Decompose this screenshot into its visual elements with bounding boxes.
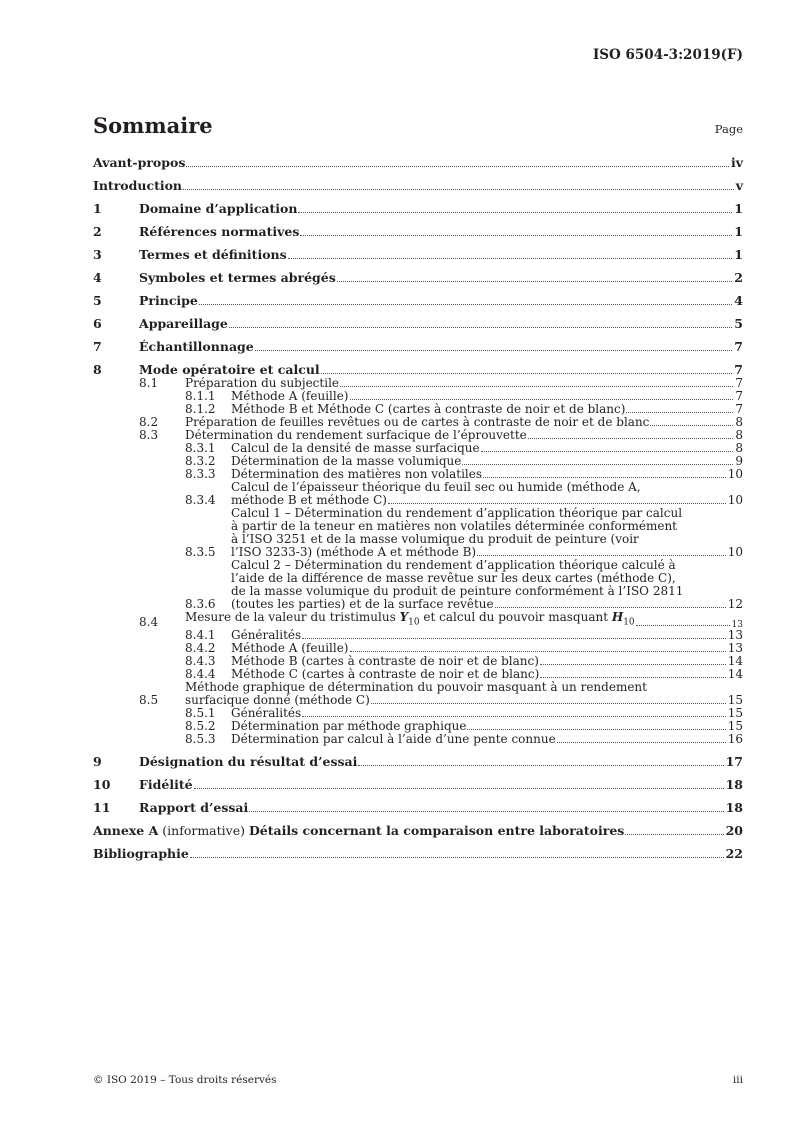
toc-leader-dots [462, 464, 733, 465]
toc-entry-number: 11 [93, 800, 111, 816]
toc-leader-dots [625, 834, 723, 835]
toc-heading [93, 113, 743, 138]
toc-entry-title: Méthode A (feuille) [231, 641, 349, 656]
toc-entry[interactable] [93, 507, 743, 559]
toc-entry[interactable] [93, 155, 743, 170]
toc-entry-page: 13 [731, 620, 743, 631]
toc-entry-number: 8.3.6 [185, 597, 216, 611]
standard-id: ISO 6504-3:2019(F) [592, 47, 743, 63]
toc-entry-title: Méthode A (feuille) [231, 389, 349, 403]
toc-entry[interactable] [93, 681, 743, 707]
toc-entry-page: iv [730, 155, 743, 170]
toc-entry-text-line: à l’ISO 3251 et de la masse volumique du produit de peinture (voir [231, 532, 639, 546]
toc-entry-page: 1 [734, 247, 743, 262]
toc-entry-number: 8.4.1 [185, 628, 216, 643]
toc-entry-page: 16 [727, 732, 743, 747]
toc-leader-dots [183, 189, 734, 190]
toc-entry-number: 8.4.4 [185, 667, 216, 682]
toc-entry-title: Préparation du subjectile [185, 376, 340, 390]
toc-entry[interactable] [93, 362, 743, 377]
toc-entry-body [139, 316, 734, 331]
toc-entry-number: 8.1.2 [185, 402, 216, 416]
annex-title: Détails concernant la comparaison entre laboratoires [248, 823, 625, 839]
toc-entry-number: 8.3.5 [185, 545, 216, 559]
toc-entry[interactable] [93, 823, 743, 838]
toc-leader-dots [481, 451, 734, 452]
toc-entry-number: 8.1 [139, 376, 159, 390]
toc-leader-dots [495, 607, 726, 608]
toc-entry-page: 13 [727, 628, 743, 643]
toc-leader-dots [229, 327, 732, 328]
toc-entry[interactable] [93, 733, 743, 746]
toc-leader-dots [540, 664, 726, 665]
toc-entry-title: Détermination par calcul à l’aide d’une pente connue [231, 732, 556, 747]
toc-entry[interactable] [93, 481, 743, 507]
page-title: Sommaire [93, 113, 213, 138]
copyright-notice: © ISO 2019 – Tous droits réservés [93, 1074, 277, 1086]
toc-entry-number: 8.3.1 [185, 441, 216, 455]
toc-entry-page: 8 [735, 415, 743, 429]
toc-leader-dots [626, 412, 733, 413]
toc-leader-dots [350, 399, 734, 400]
toc-leader-dots [340, 386, 733, 387]
toc-entry-title: Détermination du rendement surfacique de l’éprouvette [185, 428, 527, 442]
toc-entry-page: 8 [735, 441, 743, 455]
toc-entry-number: 8.5.1 [185, 706, 216, 721]
toc-leader-dots [483, 477, 726, 478]
toc-entry-title: Échantillonnage [139, 339, 254, 354]
toc-entry-text-line: Calcul 2 – Détermination du rendement d’application théorique calculé à [231, 558, 676, 572]
toc-entry-number: 9 [93, 754, 102, 770]
toc-entry-title: Rapport d’essai [139, 800, 249, 816]
toc-entry-page: 7 [735, 376, 743, 390]
toc-entry[interactable] [93, 178, 743, 193]
toc-entry[interactable] [93, 316, 743, 331]
toc-leader-dots [337, 281, 733, 282]
toc-leader-dots [557, 742, 726, 743]
toc-entry-number: 8.3 [139, 428, 159, 442]
toc-entry-number: 8.5 [139, 693, 159, 708]
title-part: Mesure de la valeur du tristimulus [185, 610, 400, 624]
toc-entry-page: 4 [734, 293, 743, 308]
toc-entry-page: 7 [734, 362, 743, 377]
toc-entry-number: 8.2 [139, 415, 159, 429]
toc-entry-title: l’ISO 3233-3) (méthode A et méthode B) [231, 545, 477, 559]
toc-entry-page: 17 [725, 754, 743, 770]
toc-leader-dots [528, 438, 734, 439]
toc-entry-title: surfacique donné (méthode C) [185, 693, 370, 708]
toc-entry-number: 10 [93, 777, 111, 793]
toc-entry-title: méthode B et méthode C) [231, 493, 387, 507]
toc-entry-body [93, 823, 726, 838]
toc-entry-text-line: à partir de la teneur en matières non volatiles déterminée conformément [231, 519, 677, 533]
toc-entry-page: 10 [727, 493, 743, 507]
toc-entry[interactable] [93, 559, 743, 611]
toc-entry-page: 13 [727, 641, 743, 656]
toc-leader-dots [388, 503, 726, 504]
toc-entry-page: 10 [727, 545, 743, 559]
toc-leader-dots [636, 625, 730, 626]
toc-entry[interactable] [93, 800, 743, 815]
toc-entry-page: 5 [734, 316, 743, 331]
toc-entry-page: 1 [734, 201, 743, 216]
toc-entry-page: 15 [727, 719, 743, 734]
toc-leader-dots [255, 350, 733, 351]
annex-type: (informative) [158, 823, 249, 839]
toc-entry-page: 2 [734, 270, 743, 285]
toc-entry-number: 8.4.3 [185, 654, 216, 669]
toc-entry-text-line: Méthode graphique de détermination du pouvoir masquant à un rendement [185, 680, 647, 695]
toc-entry[interactable] [93, 247, 743, 262]
toc-entry-title: Domaine d’application [139, 201, 298, 216]
toc-leader-dots [350, 651, 726, 652]
toc-entry-body [139, 800, 726, 815]
toc-entry-page: 20 [725, 823, 743, 839]
toc-entry-title [185, 611, 635, 629]
toc-leader-dots [194, 788, 724, 789]
toc-entry-page: 10 [727, 467, 743, 481]
toc-entry-body [139, 754, 726, 769]
toc-entry-page: 7 [735, 402, 743, 416]
toc-entry-body [185, 611, 732, 629]
toc-entry[interactable] [93, 777, 743, 792]
toc-entry-title: Références normatives [139, 224, 300, 239]
toc-entry-number: 3 [93, 247, 102, 262]
toc-entry-body [139, 270, 734, 285]
toc-entry[interactable] [93, 293, 743, 308]
symbol-y-letter: Y [399, 610, 409, 624]
toc-entry-body [139, 224, 734, 239]
toc-leader-dots [298, 212, 732, 213]
toc-entry-title: Détermination de la masse volumique [231, 454, 462, 468]
toc-leader-dots [477, 555, 726, 556]
toc-entry-number: 5 [93, 293, 102, 308]
toc-entry-page: 15 [727, 706, 743, 721]
toc-entry-title: Calcul de la densité de masse surfacique [231, 441, 480, 455]
toc-leader-dots [249, 811, 723, 812]
toc-entry-number: 4 [93, 270, 102, 285]
toc-entry-body [231, 507, 743, 559]
symbol-y [399, 610, 420, 628]
toc-entry-number: 8.3.2 [185, 454, 216, 468]
toc-entry-title: Termes et définitions [139, 247, 287, 262]
toc-entry-body [139, 777, 726, 792]
title-part: et calcul du pouvoir masquant [419, 610, 612, 624]
toc-entry-title: Généralités [231, 628, 302, 643]
symbol-h [611, 610, 635, 628]
toc-entry-number: 2 [93, 224, 102, 239]
toc-entry-title: Bibliographie [93, 846, 189, 862]
toc-entry-body [139, 339, 734, 354]
page-column-label: Page [714, 122, 743, 136]
toc-entry-page: 1 [734, 224, 743, 239]
toc-entry-title: Préparation de feuilles revêtues ou de cartes à contraste de noir et de blanc [185, 415, 650, 429]
toc-leader-dots [302, 638, 726, 639]
table-of-contents [93, 155, 743, 861]
toc-entry-number: 8.1.1 [185, 389, 216, 403]
toc-entry[interactable] [93, 270, 743, 285]
toc-entry-title: Détermination des matières non volatiles [231, 467, 483, 481]
toc-entry-page: 18 [725, 800, 743, 816]
toc-entry-body [139, 247, 734, 262]
toc-entry-title: Introduction [93, 178, 183, 193]
toc-entry-page: 9 [735, 454, 743, 468]
toc-entry-number: 7 [93, 339, 102, 354]
toc-entry[interactable] [93, 339, 743, 354]
toc-entry-text-line: l’aide de la différence de masse revêtue sur les deux cartes (méthode C), [231, 571, 676, 585]
toc-entry[interactable] [93, 846, 743, 861]
toc-entry-text-line: Calcul 1 – Détermination du rendement d’application théorique par calcul [231, 506, 683, 520]
toc-entry-page: 14 [727, 667, 743, 682]
toc-entry-title: Principe [139, 293, 198, 308]
toc-entry-body [139, 362, 734, 377]
toc-entry-title: Méthode B (cartes à contraste de noir et de blanc) [231, 654, 539, 669]
toc-entry-title: Fidélité [139, 777, 193, 793]
toc-entry-page: 12 [727, 597, 743, 611]
toc-entry-body [139, 293, 734, 308]
symbol-h-subscript: 10 [623, 617, 635, 628]
toc-entry-title [93, 823, 624, 838]
toc-entry-page: 7 [734, 339, 743, 354]
toc-entry-title: Avant-propos [93, 155, 186, 170]
toc-entry-title: Désignation du résultat d’essai [139, 754, 358, 770]
toc-entry[interactable] [93, 611, 743, 629]
toc-entry-body [93, 178, 736, 193]
toc-leader-dots [190, 857, 724, 858]
toc-entry-number: 8.5.3 [185, 732, 216, 747]
toc-leader-dots [300, 235, 732, 236]
toc-entry-page: 22 [725, 846, 743, 862]
toc-entry-title: Appareillage [139, 316, 228, 331]
toc-entry-title: Méthode C (cartes à contraste de noir et de blanc) [231, 667, 540, 682]
toc-entry-number: 8.4.2 [185, 641, 216, 656]
toc-entry-body [231, 559, 743, 611]
toc-entry[interactable] [93, 754, 743, 769]
toc-entry-title: Détermination par méthode graphique [231, 719, 467, 734]
toc-leader-dots [186, 166, 729, 167]
toc-entry-title: (toutes les parties) et de la surface revêtue [231, 597, 494, 611]
toc-entry-number: 8 [93, 362, 102, 377]
toc-entry-title: Généralités [231, 706, 302, 721]
toc-entry-page: 15 [727, 693, 743, 708]
toc-entry-number: 6 [93, 316, 102, 331]
toc-entry-title: Symboles et termes abrégés [139, 270, 336, 285]
toc-entry-body [139, 201, 734, 216]
toc-leader-dots [199, 304, 732, 305]
toc-entry-page: 7 [735, 389, 743, 403]
page-number: iii [732, 1074, 743, 1086]
annex-label: Annexe A [93, 823, 159, 839]
toc-entry-number: 8.5.2 [185, 719, 216, 734]
toc-entry-title: Méthode B et Méthode C (cartes à contraste de noir et de blanc) [231, 402, 626, 416]
symbol-y-subscript: 10 [408, 617, 420, 628]
toc-leader-dots [467, 729, 725, 730]
toc-entry-page: 14 [727, 654, 743, 669]
toc-entry-page: 18 [725, 777, 743, 793]
toc-entry-number: 8.3.4 [185, 493, 216, 507]
toc-entry-body [185, 681, 743, 707]
toc-entry-body [93, 846, 726, 861]
toc-leader-dots [371, 703, 726, 704]
toc-entry-number: 8.4 [139, 615, 159, 630]
symbol-h-letter: H [611, 610, 624, 624]
page-footer [93, 1074, 743, 1086]
toc-entry-number: 8.3.3 [185, 467, 216, 481]
toc-leader-dots [321, 373, 733, 374]
toc-leader-dots [358, 765, 723, 766]
toc-entry-page: 8 [735, 428, 743, 442]
toc-entry-body [231, 733, 728, 746]
toc-leader-dots [288, 258, 733, 259]
toc-leader-dots [540, 677, 725, 678]
toc-entry-title: Mode opératoire et calcul [139, 362, 320, 377]
toc-entry-text-line: Calcul de l’épaisseur théorique du feuil sec ou humide (méthode A, [231, 480, 641, 494]
toc-entry-page: v [735, 178, 743, 193]
toc-entry-body [231, 481, 743, 507]
toc-entry-text-line: de la masse volumique du produit de peinture conformément à l’ISO 2811 [231, 584, 684, 598]
toc-entry[interactable] [93, 224, 743, 239]
toc-leader-dots [650, 425, 733, 426]
toc-entry-body [93, 155, 731, 170]
toc-leader-dots [302, 716, 726, 717]
toc-entry-number: 1 [93, 201, 102, 216]
toc-entry[interactable] [93, 201, 743, 216]
